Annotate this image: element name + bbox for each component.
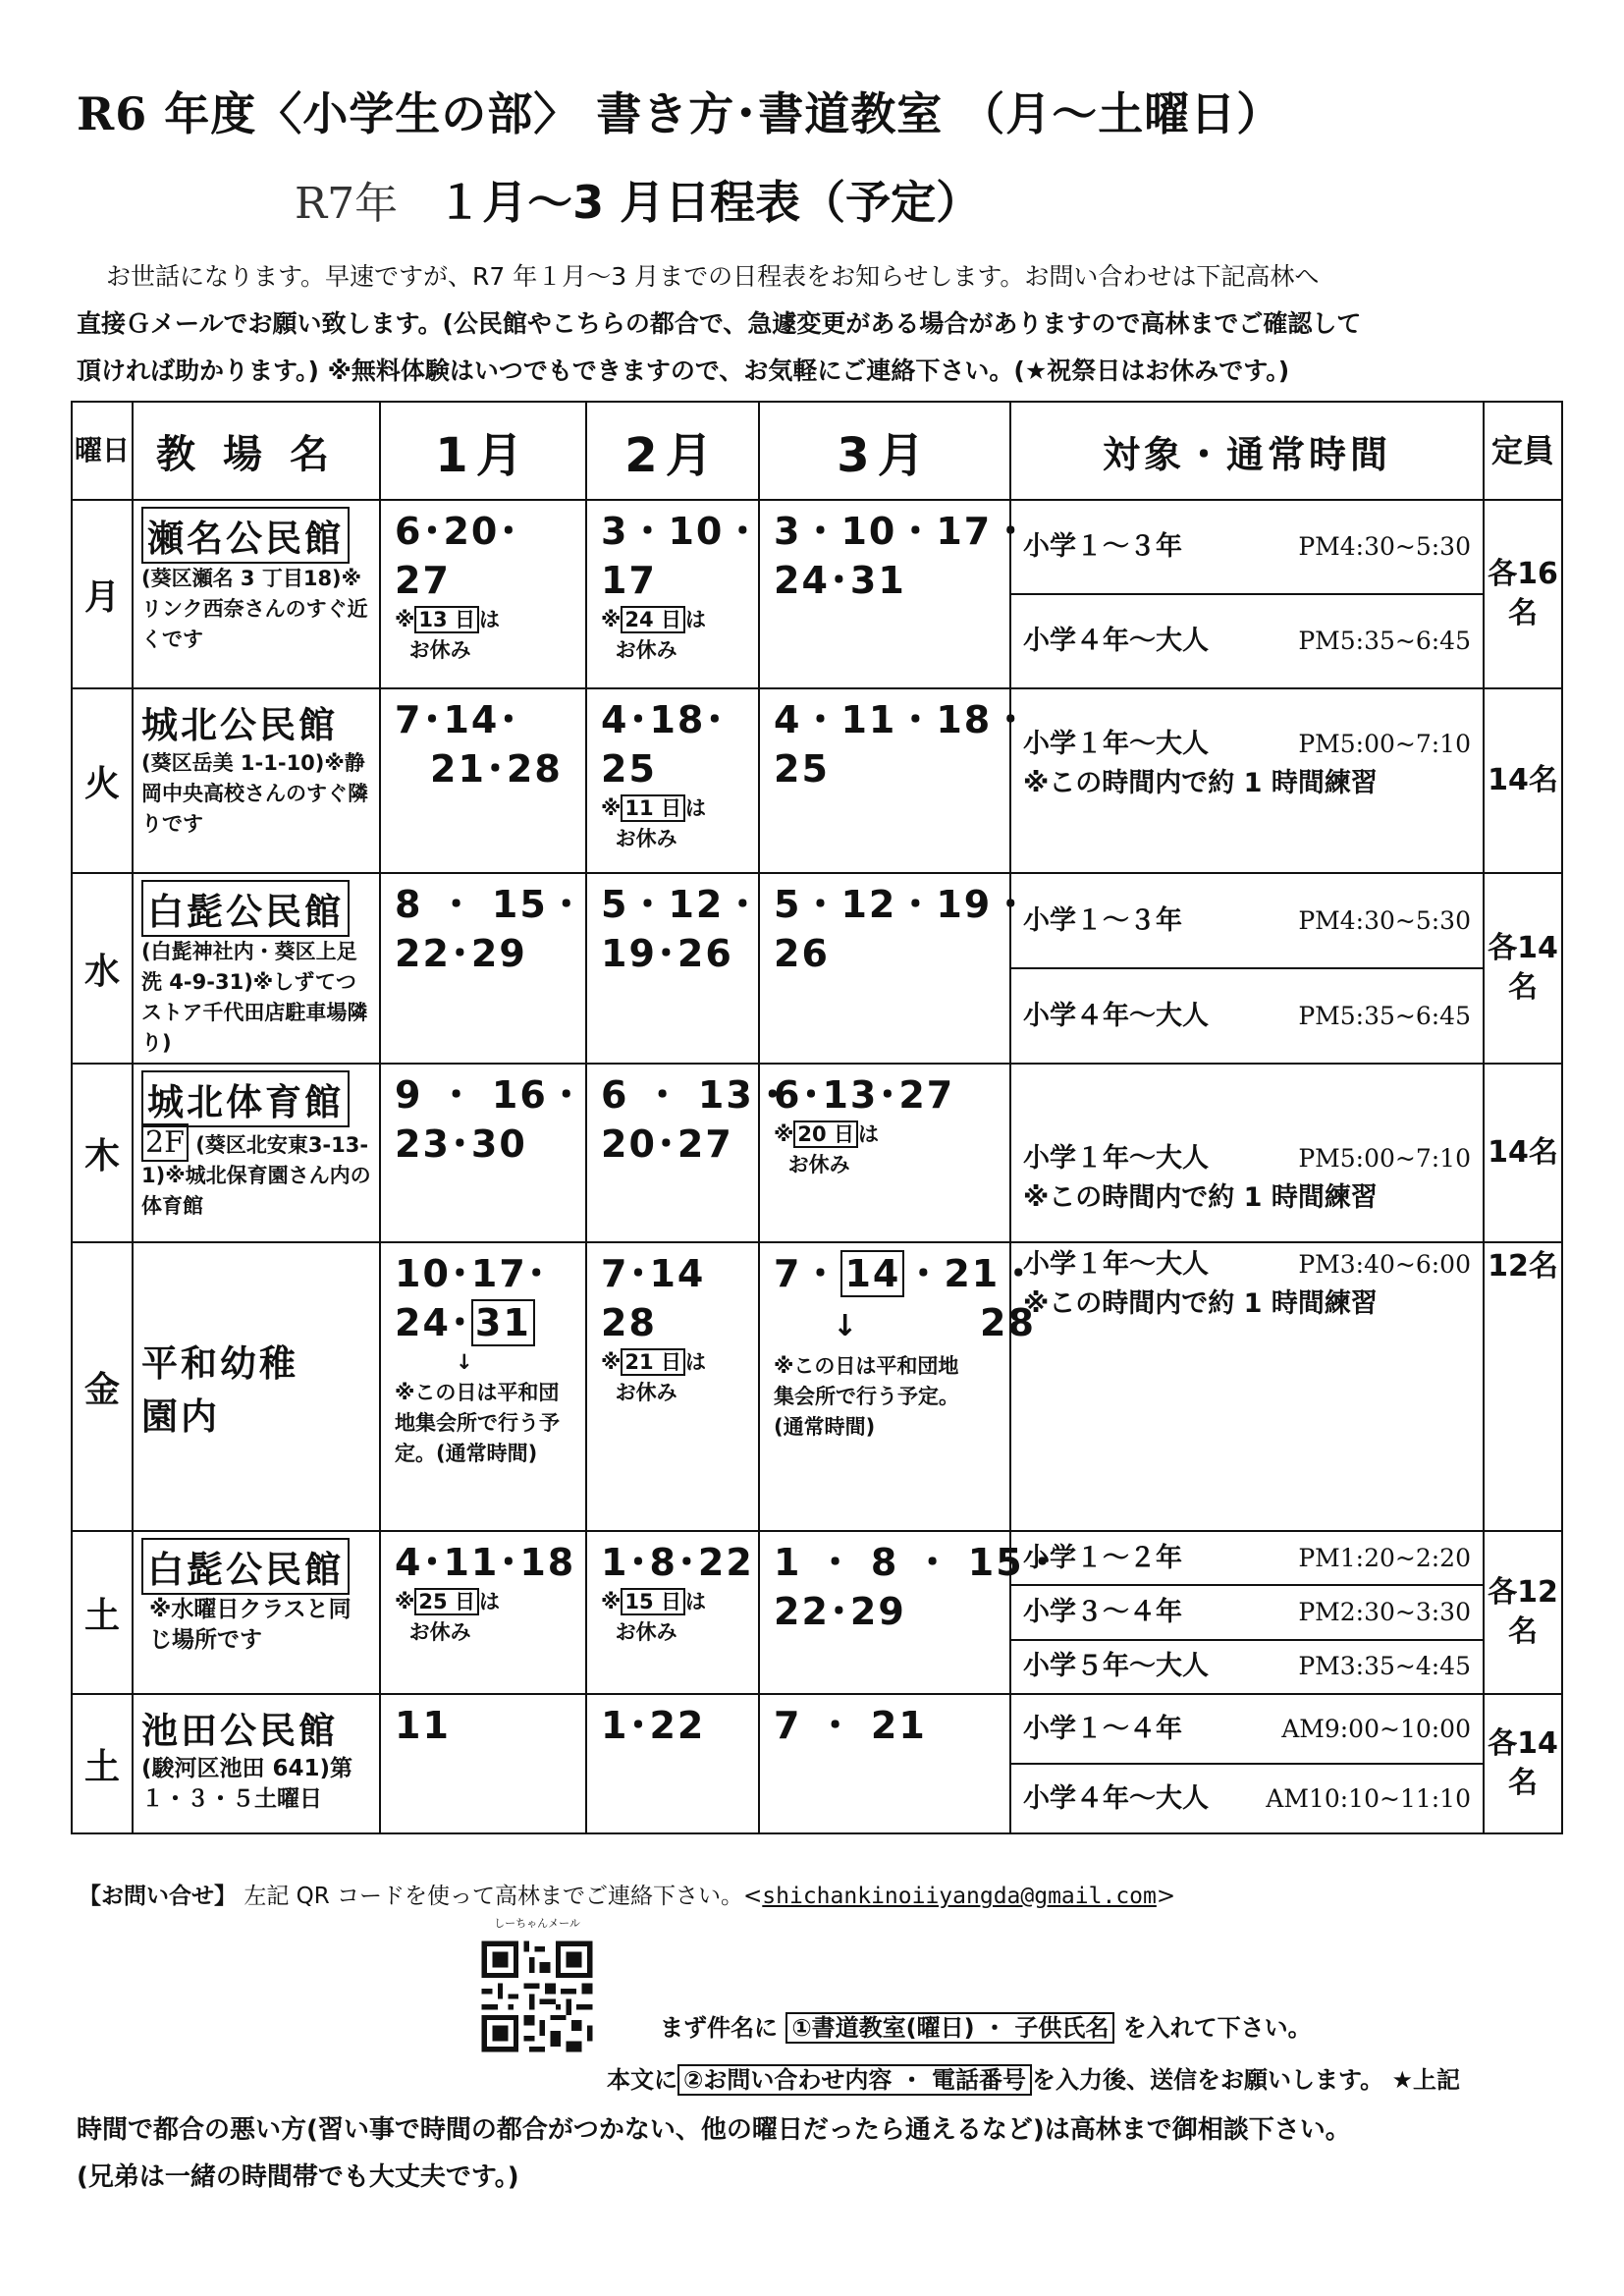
holiday-note [601, 793, 744, 854]
dates-line: 4･11･18 [395, 1541, 576, 1584]
note-text: は [684, 1590, 706, 1613]
note-text: は [478, 608, 500, 631]
dates-line: 26 [774, 932, 830, 975]
target-time: PM5:00~7:10 [1298, 730, 1471, 758]
target-group: 小学１～３年 [1023, 531, 1182, 562]
venue-name: 白髭公民館 [141, 880, 350, 937]
target-note: ※この時間内で約 1 時間練習 [1023, 1288, 1378, 1319]
note-date-box: 25 日 [414, 1588, 479, 1615]
page-title [77, 79, 1282, 143]
dates-line: 6･13･27 [774, 1073, 955, 1117]
capacity-cell: 12名 [1484, 1242, 1562, 1531]
jan-cell [380, 688, 586, 873]
venue-cell [133, 1242, 380, 1531]
note-text: お休み [787, 1153, 850, 1176]
note-mark: ※ [395, 608, 415, 631]
day-cell: 火 [72, 688, 133, 873]
dates-line: 10･17･ [395, 1252, 548, 1295]
intro-line-3: 頂ければ助かります。) ※無料体験はいつでもできますので、お気軽にご連絡下さい。(★祝祭日はお休みです。) [77, 356, 1290, 385]
instruction-box: ①書道教室(曜日) ・ 子供氏名 [785, 2012, 1114, 2044]
dates-line: 5・12・ [601, 883, 764, 926]
dates-line: 1･22 [601, 1704, 706, 1747]
header-jan: 1月 [380, 402, 586, 500]
email-link[interactable]: shichankinoiiyangda@gmail.com [762, 1884, 1157, 1909]
title-year: R6 [77, 87, 148, 140]
target-group: 小学３～４年 [1023, 1596, 1182, 1627]
dates-line: 24･ [395, 1301, 471, 1344]
dates-line: 21･28 [430, 747, 563, 791]
mar-cell [759, 1242, 1040, 1531]
holiday-note [601, 1587, 744, 1648]
dates-line: 17 [601, 559, 657, 602]
mar-cell [759, 688, 1032, 873]
venue-name: 瀬名公民館 [141, 507, 350, 564]
note-text: は [684, 608, 706, 631]
holiday-note [601, 1347, 744, 1408]
capacity-cell: 14名 [1484, 1064, 1562, 1242]
inquiry-label: 【お問い合せ】 [79, 1884, 237, 1909]
venue-address: (葵区岳美 1-1-10)※静岡中央高校さんのすぐ隣りです [141, 751, 368, 836]
venue-name: 池田公民館 [141, 1710, 338, 1752]
dates-line: 22･29 [395, 932, 527, 975]
note-text: お休み [408, 1620, 471, 1644]
venue-address: ※水曜日クラスと同じ場所です [149, 1597, 352, 1653]
schedule-table [71, 401, 1563, 1834]
dates-line: 25 [601, 747, 657, 791]
dates-line: 28 [601, 1301, 657, 1344]
handwritten-year: R7年 [295, 179, 399, 229]
dates-line: 7 ・ 21 [774, 1704, 927, 1747]
target-cell [1010, 1242, 1484, 1531]
dates-line: 4・11・18・ [774, 698, 1032, 741]
venue-cell [133, 688, 380, 873]
date-box: 14 [840, 1250, 904, 1297]
dates-line: 7・ [774, 1252, 841, 1295]
feb-cell [586, 1694, 759, 1833]
target-time: PM3:35~4:45 [1298, 1652, 1471, 1681]
day-cell: 金 [72, 1242, 133, 1531]
note-mark: ※ [601, 1350, 622, 1374]
note-date-box: 24 日 [621, 606, 685, 633]
row-monday [72, 500, 1562, 688]
feb-cell [586, 500, 764, 688]
target-group: 小学１年～大人 [1023, 729, 1209, 759]
date-box: 31 [471, 1299, 535, 1346]
target-note: ※この時間内で約 1 時間練習 [1023, 1182, 1378, 1213]
venue-address: (葵区瀬名 3 丁目18)※リンク西奈さんのすぐ近くです [141, 567, 368, 651]
dates-line: 7･14 [601, 1252, 706, 1295]
venue-name: 城北公民館 [141, 704, 338, 746]
note-text: は [684, 796, 706, 820]
note-mark: ※ [601, 1590, 622, 1613]
day-cell: 水 [72, 873, 133, 1064]
target-cell [1010, 1531, 1484, 1694]
holiday-note [601, 605, 744, 666]
target-time: PM5:35~6:45 [1298, 1001, 1471, 1030]
note-text: お休み [408, 638, 471, 662]
feb-cell [586, 1531, 759, 1694]
target-group: 小学１年～大人 [1023, 1249, 1209, 1280]
header-day: 曜日 [72, 402, 133, 500]
venue-cell [133, 1064, 380, 1242]
dates-line: 28 [980, 1301, 1036, 1344]
jan-cell [380, 1694, 586, 1833]
venue-cell [133, 1531, 380, 1694]
target-time: AM9:00~10:00 [1281, 1714, 1471, 1743]
target-time: PM5:00~7:10 [1298, 1144, 1471, 1173]
venue-floor: 2F [141, 1123, 189, 1162]
day-cell: 木 [72, 1064, 133, 1242]
note-date-box: 15 日 [621, 1588, 685, 1615]
mar-cell [759, 1531, 1063, 1694]
row-tuesday [72, 688, 1562, 873]
target-time: PM4:30~5:30 [1298, 905, 1471, 935]
dates-line: 7･14･ [395, 698, 520, 741]
dates-line: 3・10・ [601, 510, 764, 553]
jan-cell [380, 500, 586, 688]
title-main: 年度〈小学生の部〉 書き方･書道教室 （月～土曜日） [164, 87, 1283, 140]
target-time: PM2:30~3:30 [1298, 1597, 1471, 1626]
dates-line: 24･31 [774, 559, 906, 602]
mar-cell [759, 1694, 1010, 1833]
day-cell: 月 [72, 500, 133, 688]
mar-cell [759, 1064, 1010, 1242]
dates-line: ・21・ [904, 1252, 1040, 1295]
dates-line: 19･26 [601, 932, 733, 975]
instruction-text: を入力後、送信をお願いします。 ★上記 [1032, 2066, 1460, 2094]
header-target: 対象・通常時間 [1010, 402, 1484, 500]
header-mar: 3月 [759, 402, 1010, 500]
dates-line: 3・10・17・ [774, 510, 1032, 553]
dates-line: 9 ・ 16・ [395, 1073, 587, 1117]
header-row [72, 402, 1562, 500]
target-group: 小学５年～大人 [1023, 1651, 1209, 1682]
target-cell [1010, 1694, 1484, 1833]
instruction-subject [660, 2008, 1312, 2043]
venue-address: (白髭神社内・葵区上足洗 4-9-31)※しずてつストア千代田店駐車場隣り) [141, 940, 368, 1055]
holiday-note [395, 605, 571, 666]
inquiry-text: 左記 QR コードを使って高林までご連絡下さい。< [244, 1884, 763, 1909]
holiday-note [395, 1587, 571, 1648]
target-cell [1010, 873, 1484, 1064]
target-group: 小学４年～大人 [1023, 1782, 1209, 1814]
dates-line: 11 [395, 1704, 451, 1747]
target-group: 小学１年～大人 [1023, 1143, 1209, 1174]
target-group: 小学１～２年 [1023, 1542, 1182, 1573]
venue-address: (駿河区池田 641)第１・３・５土曜日 [141, 1756, 353, 1812]
feb-cell [586, 1242, 759, 1531]
note-text: お休み [615, 1381, 677, 1404]
header-feb: 2月 [586, 402, 759, 500]
feb-cell [586, 1064, 793, 1242]
venue-name: 城北体育館 [141, 1070, 350, 1127]
dates-line: 1 ・ 8 ・ 15・ [774, 1541, 1063, 1584]
row-saturday-2 [72, 1694, 1562, 1833]
row-saturday-1 [72, 1531, 1562, 1694]
inquiry-text: > [1156, 1884, 1176, 1909]
capacity-cell: 各16名 [1484, 500, 1562, 688]
feb-cell [586, 688, 759, 873]
venue-change-note: ※この日は平和団地集会所で行う予定。(通常時間) [395, 1381, 560, 1465]
target-cell [1010, 688, 1484, 873]
target-time: PM4:30~5:30 [1298, 532, 1471, 561]
dates-line: 6 ・ 13・ [601, 1073, 793, 1117]
note-text: お休み [615, 827, 677, 850]
dates-line: 25 [774, 747, 830, 791]
target-time: PM5:35~6:45 [1298, 627, 1471, 655]
venue-cell [133, 1694, 380, 1833]
dates-line: 8 ・ 15・ [395, 883, 587, 926]
note-text: お休み [615, 1620, 677, 1644]
dates-line: 20･27 [601, 1122, 733, 1166]
capacity-cell: 各14名 [1484, 873, 1562, 1064]
dates-line: 4･18･ [601, 698, 727, 741]
intro-line-1: お世話になります。早速ですが、R7 年１月～3 月までの日程表をお知らせします。お問い合わせは下記高林へ [106, 262, 1320, 291]
instruction-text: まず件名に [660, 2014, 778, 2042]
day-cell: 土 [72, 1694, 133, 1833]
qr-caption: しーちゃんメール [494, 1917, 580, 1930]
note-text: は [478, 1590, 500, 1613]
jan-cell [380, 1064, 586, 1242]
venue-change-note: ※この日は平和団地集会所で行う予定。(通常時間) [774, 1354, 959, 1439]
row-wednesday [72, 873, 1562, 1064]
jan-cell [380, 873, 586, 1064]
capacity-cell: 14名 [1484, 688, 1562, 873]
target-time: PM3:40~6:00 [1298, 1250, 1471, 1279]
note-mark: ※ [395, 1590, 415, 1613]
venue-name: 白髭公民館 [141, 1538, 350, 1595]
target-note: ※この時間内で約 1 時間練習 [1023, 768, 1378, 798]
capacity-cell: 各14名 [1484, 1694, 1562, 1833]
jan-cell [380, 1531, 586, 1694]
target-group: 小学４年～大人 [1023, 1000, 1209, 1031]
instruction-text: を入れて下さい。 [1122, 2014, 1312, 2042]
dates-line: 6･20･ [395, 510, 520, 553]
jan-cell [380, 1242, 586, 1531]
row-friday [72, 1242, 1562, 1531]
target-time: PM1:20~2:20 [1298, 1543, 1471, 1572]
note-date-box: 20 日 [793, 1121, 858, 1148]
dates-line: 1･8･22 [601, 1541, 754, 1584]
page-subtitle [295, 167, 981, 232]
target-group: 小学１～４年 [1023, 1713, 1182, 1744]
mar-cell [759, 873, 1032, 1064]
instruction-text: 本文に [607, 2066, 677, 2094]
target-time: AM10:10~11:10 [1266, 1783, 1471, 1813]
target-group: 小学４年～大人 [1023, 626, 1209, 656]
footer-line-2: (兄弟は一緒の時間帯でも大丈夫です。) [77, 2162, 519, 2192]
venue-name: 平和幼稚園内 [141, 1342, 298, 1438]
header-capacity: 定員 [1484, 402, 1562, 500]
subtitle-text: １月～3 月日程表（予定） [437, 176, 982, 229]
note-text: お休み [615, 638, 677, 662]
note-mark: ※ [601, 796, 622, 820]
intro-line-2: 直接Ｇメールでお願い致します。(公民館やこちらの都合で、急遽変更がある場合がありますので高林までご確認して [77, 309, 1362, 338]
venue-cell [133, 873, 380, 1064]
holiday-note [774, 1120, 996, 1180]
target-group: 小学１～３年 [1023, 904, 1182, 936]
arrow-icon: ↓ [456, 1350, 473, 1374]
note-mark: ※ [601, 608, 622, 631]
instruction-box: ②お問い合わせ内容 ・ 電話番号 [677, 2064, 1032, 2096]
note-date-box: 21 日 [621, 1348, 685, 1376]
dates-line: 27 [395, 559, 451, 602]
venue-cell [133, 500, 380, 688]
inquiry-line [79, 1878, 1175, 1910]
venue-address: (葵区北安東3-13-1)※城北保育園さん内の体育館 [141, 1133, 371, 1218]
dates-line: 22･29 [774, 1590, 906, 1633]
dates-line: 5・12・19・ [774, 883, 1032, 926]
note-text: は [857, 1122, 879, 1146]
capacity-cell: 各12名 [1484, 1531, 1562, 1694]
header-venue: 教場名 [133, 402, 380, 500]
feb-cell [586, 873, 764, 1064]
qr-code-icon[interactable] [471, 1931, 603, 2062]
note-text: は [684, 1350, 706, 1374]
day-cell: 土 [72, 1531, 133, 1694]
target-cell [1010, 500, 1484, 688]
instruction-body [607, 2060, 1460, 2095]
footer-line-1: 時間で都合の悪い方(習い事で時間の都合がつかない、他の曜日だったら通えるなど)は高林まで御相談下さい。 [77, 2115, 1351, 2145]
note-mark: ※ [774, 1122, 794, 1146]
note-date-box: 11 日 [621, 794, 685, 822]
arrow-icon: ↓ [833, 1309, 860, 1343]
row-thursday [72, 1064, 1562, 1242]
dates-line: 23･30 [395, 1122, 527, 1166]
note-date-box: 13 日 [414, 606, 479, 633]
target-cell [1010, 1064, 1484, 1242]
mar-cell [759, 500, 1032, 688]
